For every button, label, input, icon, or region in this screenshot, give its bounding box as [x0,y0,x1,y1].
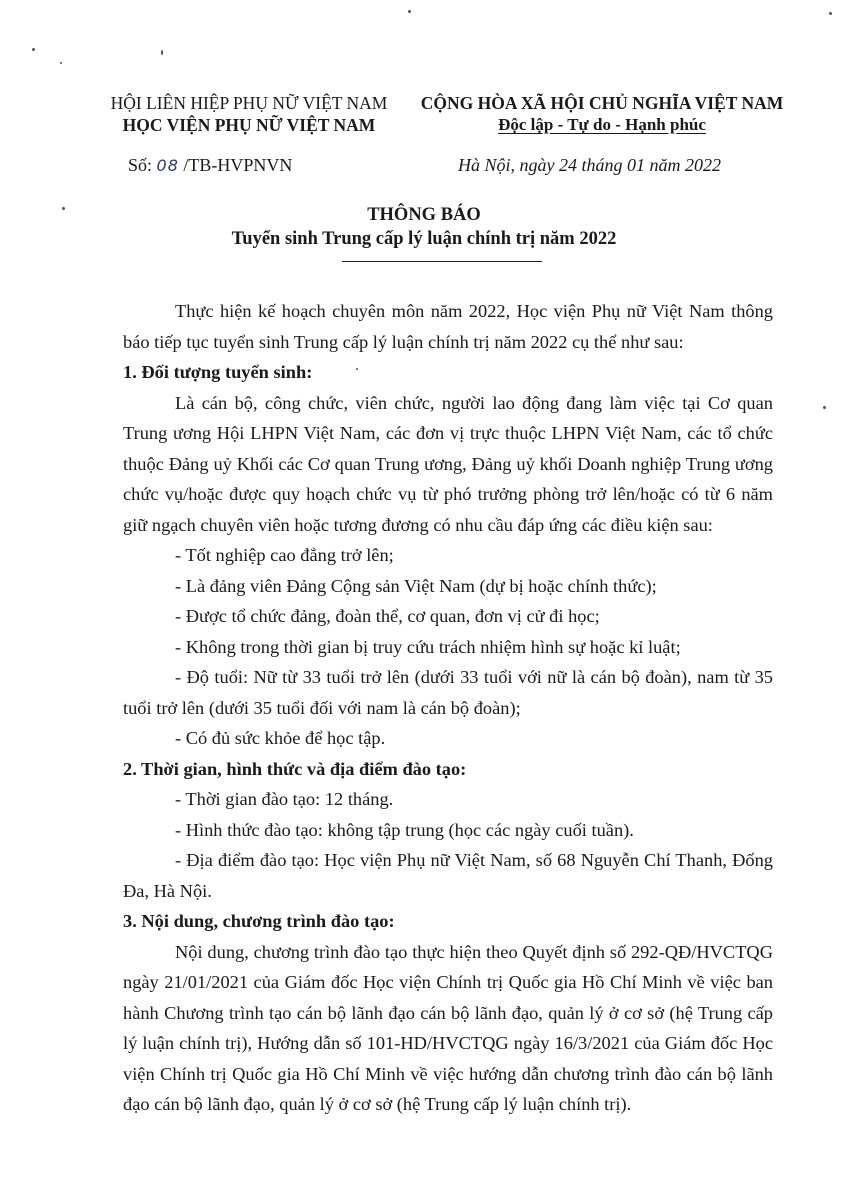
document-subtitle: Tuyển sinh Trung cấp lý luận chính trị năm 2022 [231,229,617,249]
doc-number-prefix: Số: [128,155,153,175]
title-block [0,203,848,251]
scan-speck [823,406,826,409]
issuer-header [90,92,408,136]
section-2-heading: 2. Thời gian, hình thức và địa điểm đào tạo: [123,758,467,779]
list-item: - Độ tuổi: Nữ từ 33 tuổi trở lên (dưới 33 tuổi với nữ là cán bộ đoàn), nam từ 35 tuổi trở lên (dưới 35 tuổi đối với nam là cán bộ đoàn); [123,667,773,718]
national-title: CỘNG HÒA XÃ HỘI CHỦ NGHĨA VIỆT NAM [420,93,784,113]
scan-speck [161,50,163,55]
list-item: - Địa điểm đào tạo: Học viện Phụ nữ Việt Nam, số 68 Nguyễn Chí Thanh, Đống Đa, Hà Nội. [123,850,773,901]
list-item: - Được tổ chức đảng, đoàn thể, cơ quan, đơn vị cử đi học; [175,606,600,626]
scan-speck [60,62,62,64]
list-item: - Có đủ sức khỏe để học tập. [175,728,386,748]
list-item: - Là đảng viên Đảng Cộng sản Việt Nam (dự bị hoặc chính thức); [175,575,657,596]
list-item: - Hình thức đào tạo: không tập trung (học các ngày cuối tuần). [175,819,634,840]
section-3-heading: 3. Nội dung, chương trình đào tạo: [123,911,395,931]
document-title: THÔNG BÁO [367,205,481,225]
section-1-heading: 1. Đối tượng tuyển sinh: [123,362,313,382]
document-number [128,155,292,176]
list-item: - Không trong thời gian bị truy cứu trách nhiệm hình sự hoặc kỉ luật; [175,636,681,657]
list-item: - Thời gian đào tạo: 12 tháng. [175,789,394,809]
intro-paragraph: Thực hiện kế hoạch chuyên môn năm 2022, Học viện Phụ nữ Việt Nam thông báo tiếp tục tuyển sinh Trung cấp lý luận chính trị năm 2022 cụ thể như sau: [123,301,773,352]
national-header [400,92,804,136]
section-3-paragraph: Nội dung, chương trình đào tạo thực hiện theo Quyết định số 292-QĐ/HVCTQG ngày 21/01/2021 của Giám đốc Học viện Chính trị Quốc gia Hồ Chí Minh về việc ban hành Chương trình tạo cán bộ lãnh đạo cán bộ lãnh đạo, quản lý ở cơ sở (hệ Trung cấp lý luận chính trị), Hướng dẫn số 101-HD/HVCTQG ngày 16/3/2021 của Giám đốc Học viện Chính trị Quốc gia Hồ Chí Minh về việc hướng dẫn chương trình đào cán bộ lãnh đạo cán bộ lãnh đạo, quản lý ở cơ sở (hệ Trung cấp lý luận chính trị). [123,941,773,1114]
issuing-organization: HỌC VIỆN PHỤ NỮ VIỆT NAM [122,115,376,135]
scan-speck [829,12,832,15]
list-item: - Tốt nghiệp cao đẳng trở lên; [175,545,394,565]
scan-speck [408,10,411,13]
issue-date: Hà Nội, ngày 24 tháng 01 năm 2022 [458,155,721,175]
doc-number-handwritten: 08 [156,156,179,175]
parent-organization: HỘI LIÊN HIỆP PHỤ NỮ VIỆT NAM [110,93,388,113]
scan-speck [32,48,35,51]
title-divider [342,261,542,262]
document-body [123,296,773,1120]
section-1-paragraph: Là cán bộ, công chức, viên chức, người lao động đang làm việc tại Cơ quan Trung ương Hội LHPN Việt Nam, các đơn vị trực thuộc LHPN Việt Nam, các tổ chức thuộc Đảng uỷ Khối các Cơ quan Trung ương, Đảng uỷ khối Doanh nghiệp Trung ương chức vụ/hoặc được quy hoạch chức vụ từ phó trưởng phòng trở lên/hoặc có từ 6 năm giữ ngạch chuyên viên hoặc tương đương có nhu cầu đáp ứng các điều kiện sau: [123,392,773,535]
doc-number-suffix: /TB-HVPNVN [183,155,293,175]
national-motto: Độc lập - Tự do - Hạnh phúc [498,115,706,134]
